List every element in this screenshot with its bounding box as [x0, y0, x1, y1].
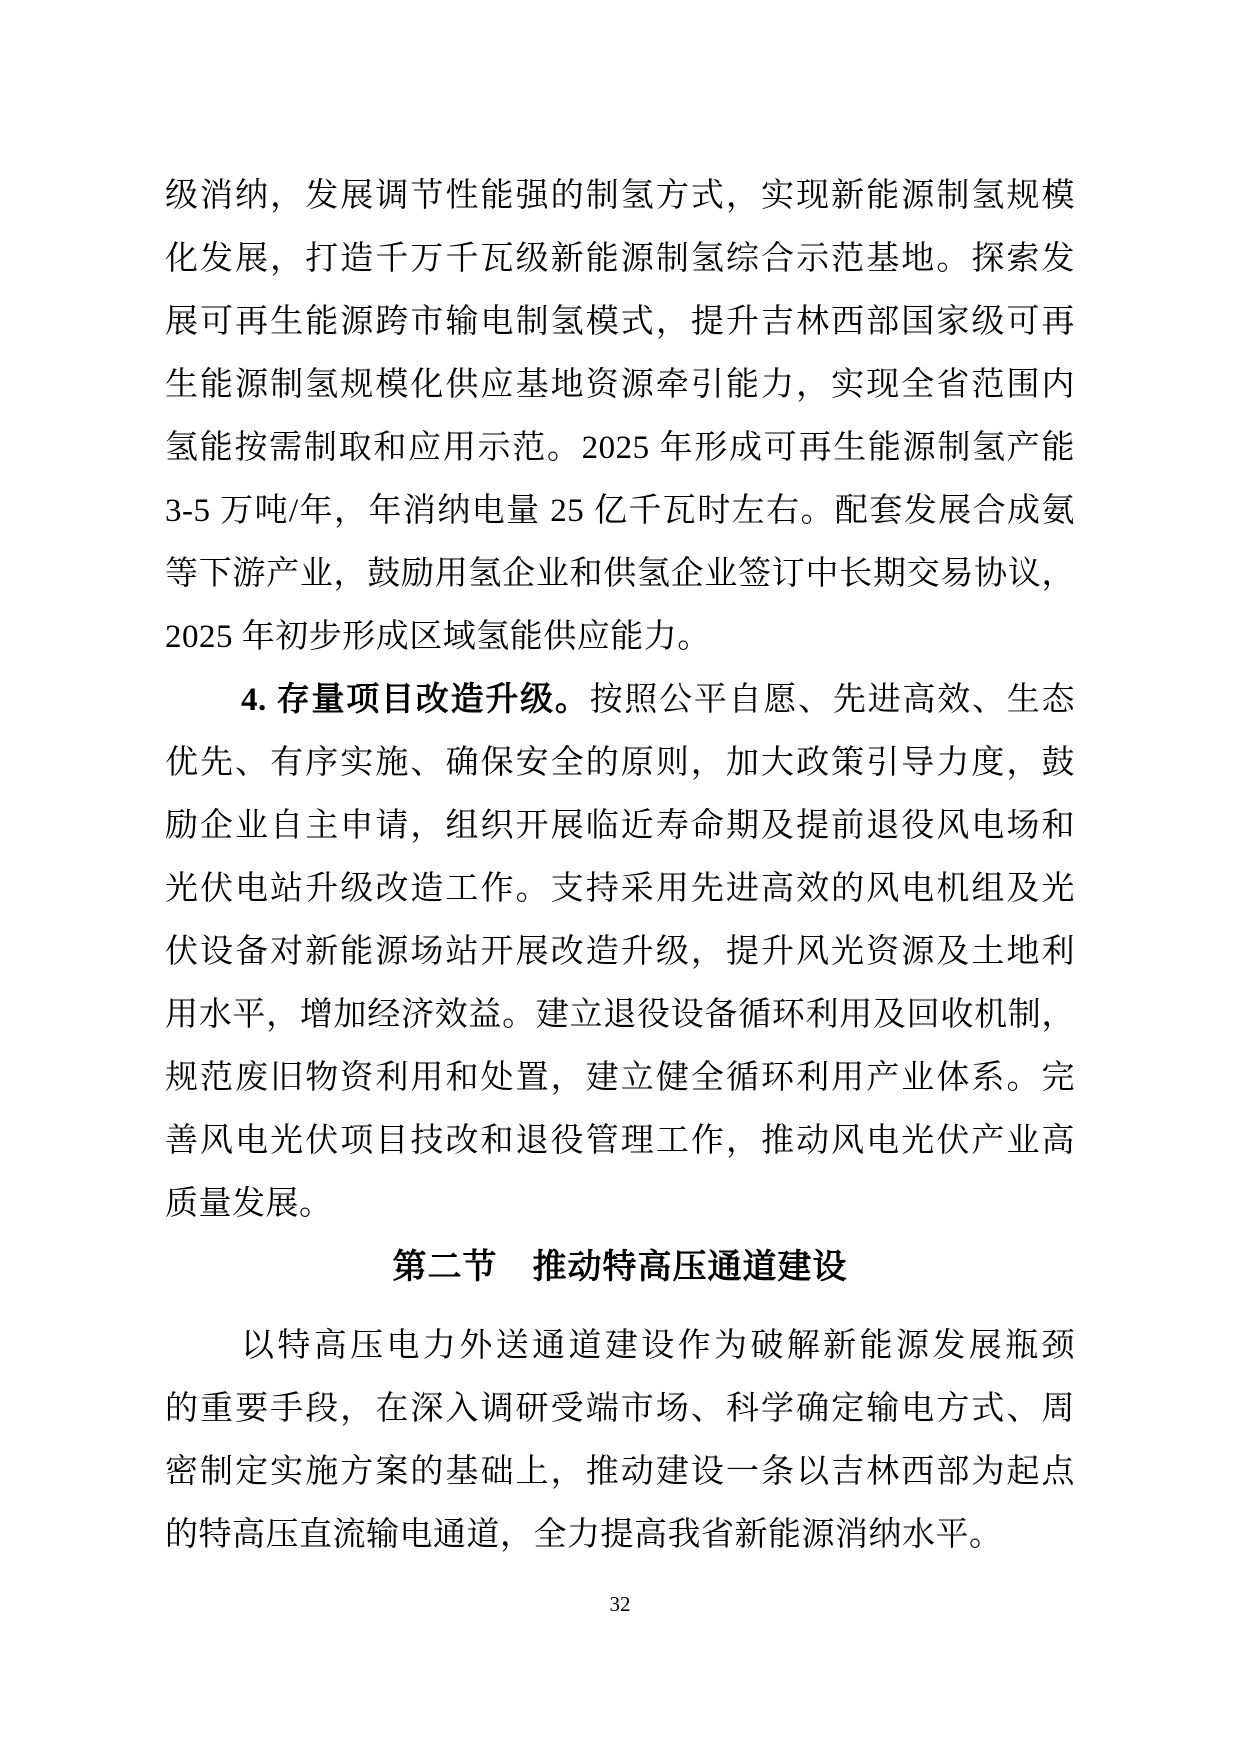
p2-line: 伏设备对新能源场站开展改造升级，提升风光资源及土地利: [165, 934, 1075, 970]
p2-line: 励企业自主申请，组织开展临近寿命期及提前退役风电场和: [165, 808, 1075, 844]
clause-number-bold-lead: 4. 存量项目改造升级。: [241, 682, 590, 718]
page-number: 32: [609, 1592, 631, 1616]
p1-line: 2025 年初步形成区域氢能供应能力。: [165, 619, 711, 655]
p2-line-first: [165, 669, 1075, 732]
p1-line: 氢能按需制取和应用示范。2025 年形成可再生能源制氢产能: [165, 430, 1075, 466]
p1-line: 级消纳，发展调节性能强的制氢方式，实现新能源制氢规模: [165, 178, 1075, 214]
section-heading: 第二节 推动特高压通道建设: [392, 1249, 848, 1286]
clause-first-line-text: 按照公平自愿、先进高效、生态: [589, 682, 1076, 718]
p1-line: 化发展，打造千万千瓦级新能源制氢综合示范基地。探索发: [165, 241, 1075, 277]
p2-line: 光伏电站升级改造工作。支持采用先进高效的风电机组及光: [165, 871, 1075, 907]
p1-line: 展可再生能源跨市输电制氢模式，提升吉林西部国家级可再: [165, 304, 1075, 340]
p2-line: 规范废旧物资利用和处置，建立健全循环利用产业体系。完: [165, 1060, 1075, 1096]
p3-line: 的重要手段，在深入调研受端市场、科学确定输电方式、周: [165, 1391, 1075, 1427]
p3-line: 的特高压直流输电通道，全力提高我省新能源消纳水平。: [165, 1517, 1003, 1553]
p2-line: 优先、有序实施、确保安全的原则，加大政策引导力度，鼓: [165, 745, 1075, 781]
p2-line: 质量发展。: [165, 1186, 333, 1222]
p3-line: 密制定实施方案的基础上，推动建设一条以吉林西部为起点: [165, 1454, 1075, 1490]
p2-line: 用水平，增加经济效益。建立退役设备循环利用及回收机制，: [165, 997, 1075, 1033]
p3-line: 以特高压电力外送通道建设作为破解新能源发展瓶颈: [241, 1328, 1075, 1364]
page-body: [165, 165, 1075, 1619]
p2-line: 善风电光伏项目技改和退役管理工作，推动风电光伏产业高: [165, 1123, 1075, 1159]
p1-line: 3-5 万吨/年，年消纳电量 25 亿千瓦时左右。配套发展合成氨: [165, 493, 1075, 529]
p1-line: 生能源制氢规模化供应基地资源牵引能力，实现全省范围内: [165, 367, 1075, 403]
p1-line: 等下游产业，鼓励用氢企业和供氢企业签订中长期交易协议，: [165, 556, 1075, 592]
